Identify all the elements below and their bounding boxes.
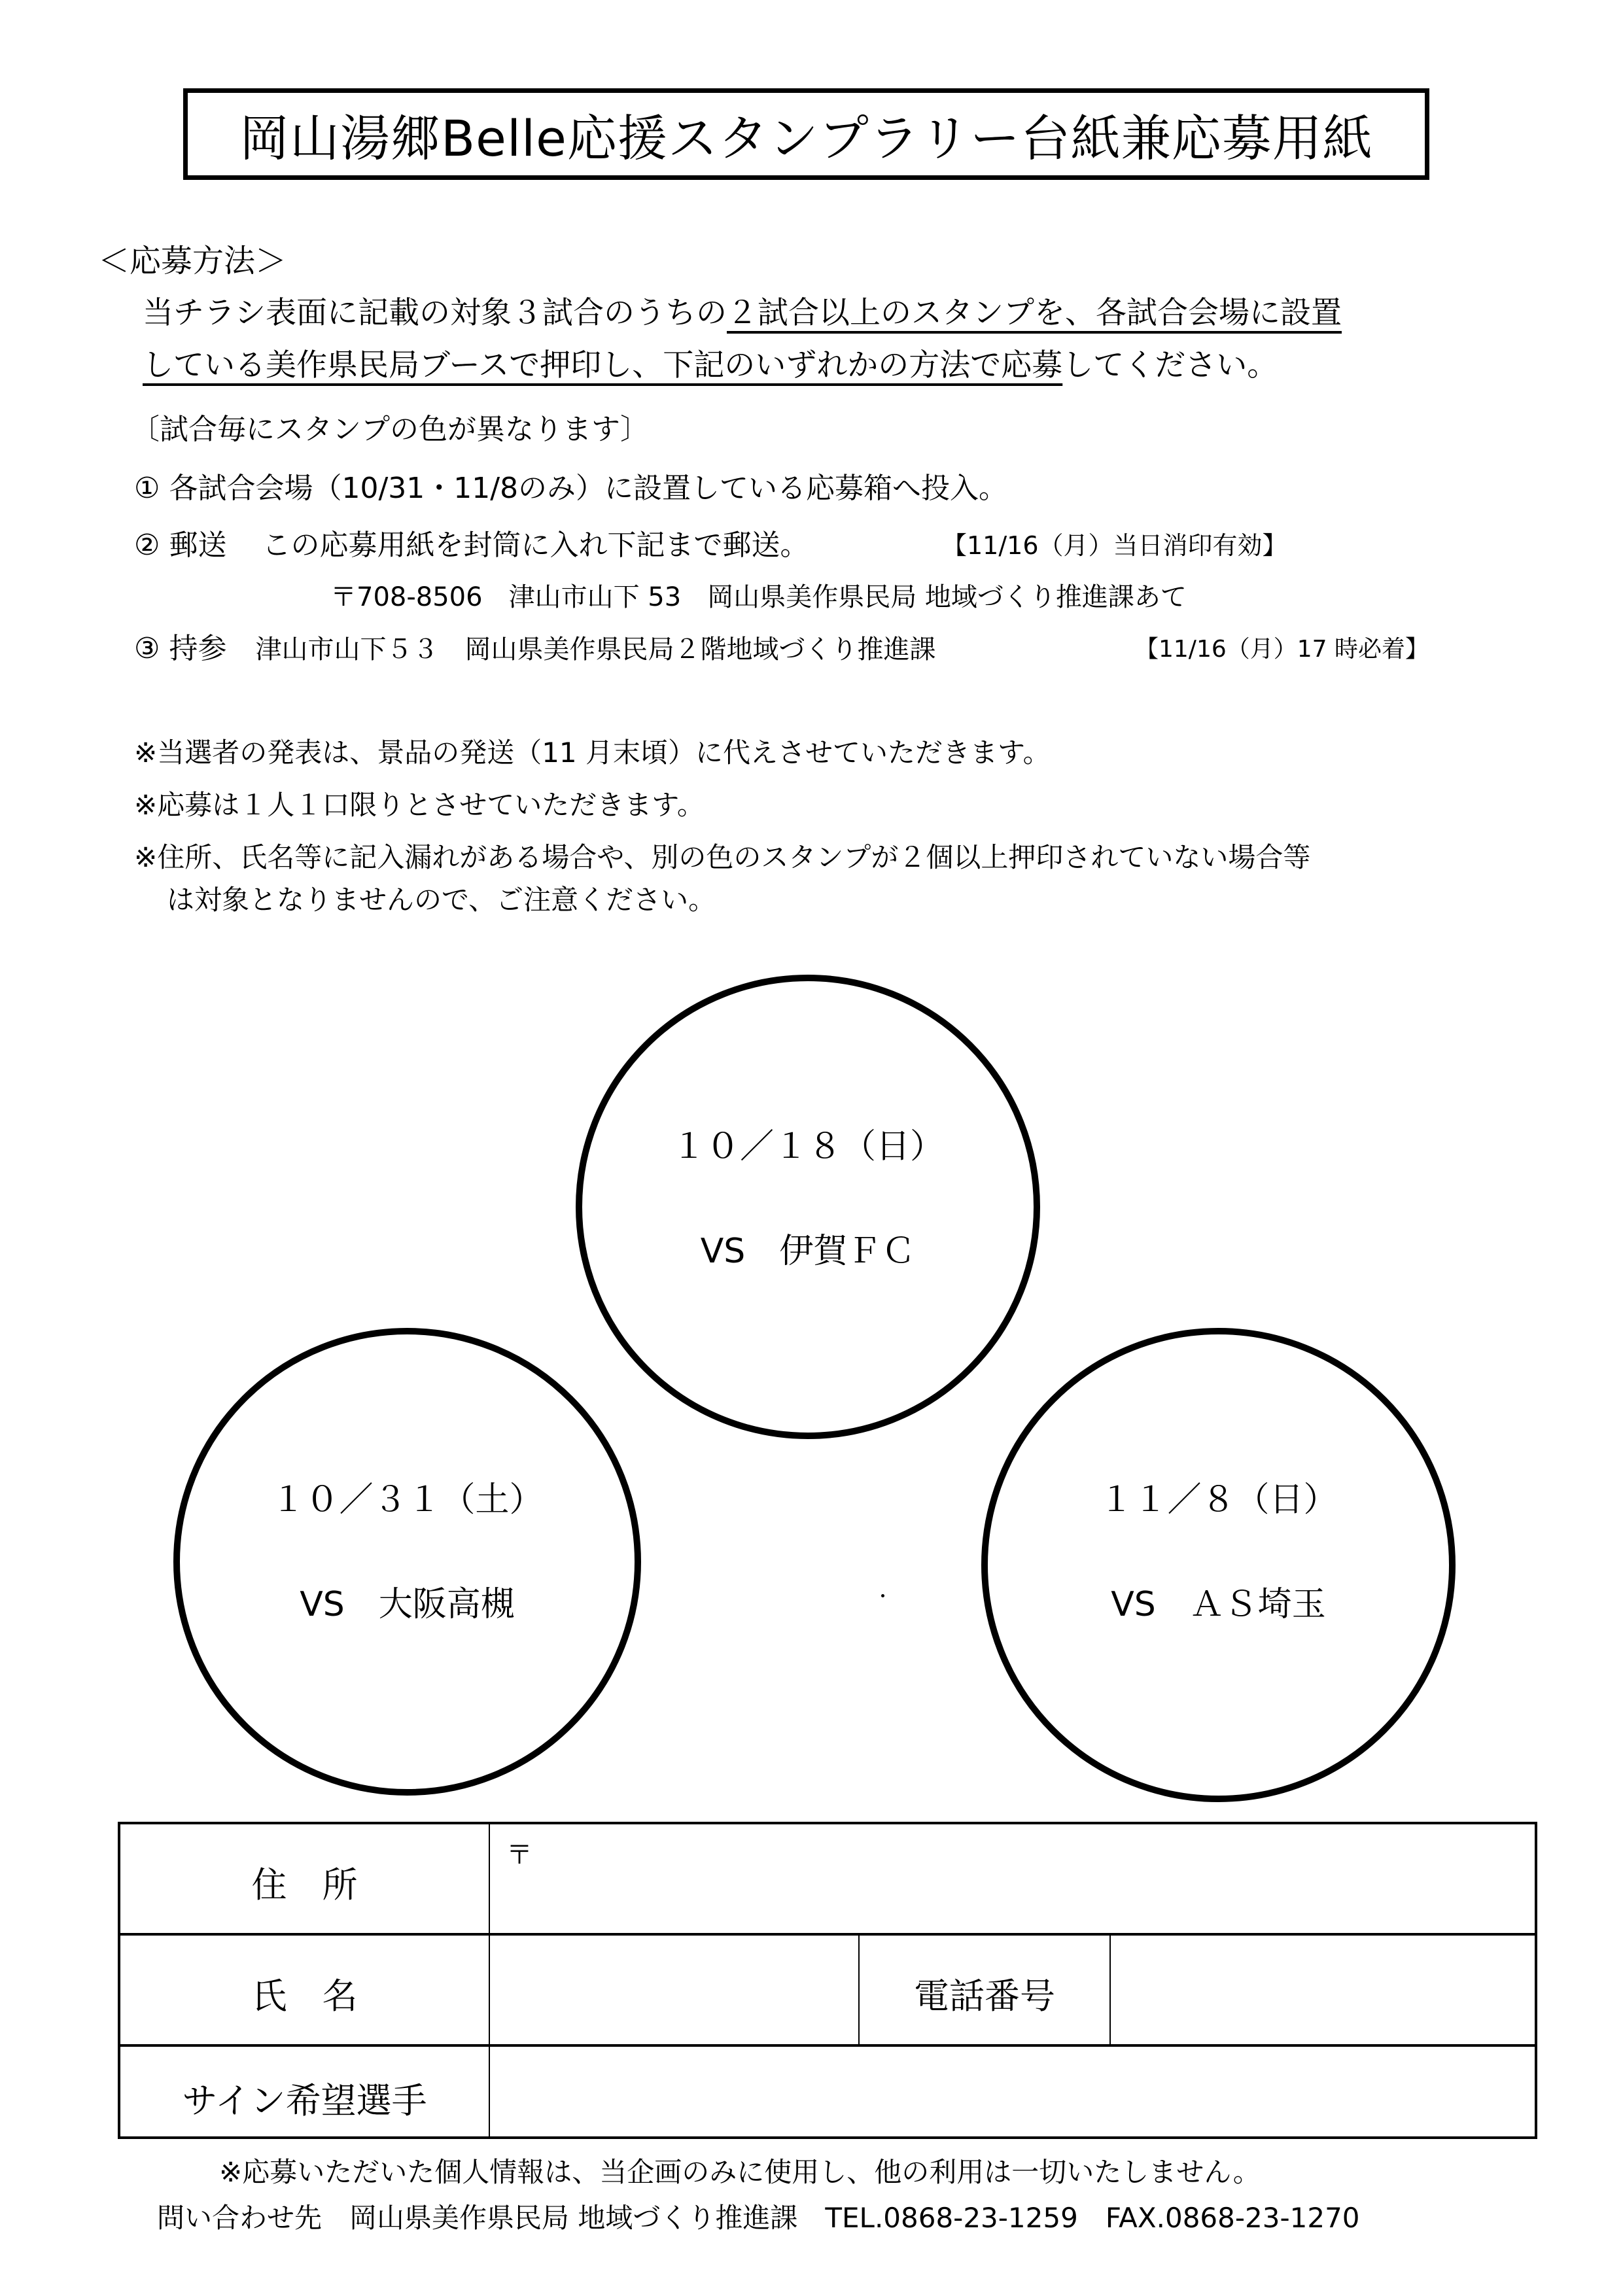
stamp-date: １０／１８（日） bbox=[671, 1127, 944, 1166]
option-2 bbox=[134, 531, 809, 560]
stamp-date: １１／８（日） bbox=[1099, 1480, 1338, 1520]
option-3-text: 津山市山下５３ 岡山県美作県民局２階地域づくり推進課 bbox=[255, 635, 936, 665]
stamp-area-1018 bbox=[576, 975, 1040, 1439]
intro-line-2 bbox=[143, 347, 1278, 383]
stamp-opponent: VS 伊賀ＦＣ bbox=[700, 1232, 916, 1271]
intro-line-1-plain: 当チラシ表面に記載の対象３試合のうちの bbox=[143, 295, 727, 331]
option-3-marker: ③ bbox=[134, 632, 160, 665]
note-1: ※当選者の発表は、景品の発送（11 月末頃）に代えさせていただきます。 bbox=[134, 737, 1051, 769]
address-label: 住 所 bbox=[251, 1864, 358, 1905]
note-2: ※応募は１人１口限りとさせていただきます。 bbox=[134, 789, 705, 821]
address-input[interactable] bbox=[506, 1834, 1527, 1929]
option-2-address: 〒708-8506 津山市山下 53 岡山県美作県民局 地域づくり推進課あて bbox=[330, 582, 1187, 612]
contact-info: 問い合わせ先 岡山県美作県民局 地域づくり推進課 TEL.0868-23-1259 FAX.0868-23-1270 bbox=[157, 2202, 1360, 2234]
note-3: ※住所、氏名等に記入漏れがある場合や、別の色のスタンプが２個以上押印されていない場合等 bbox=[134, 841, 1311, 873]
stamp-opponent: VS 大阪高槻 bbox=[300, 1585, 515, 1624]
scan-speck bbox=[881, 1594, 884, 1597]
title-box bbox=[183, 88, 1429, 180]
phone-input[interactable] bbox=[1113, 1937, 1532, 2042]
name-label: 氏 名 bbox=[251, 1975, 358, 2017]
autograph-player-input[interactable] bbox=[493, 2048, 1532, 2133]
stamp-color-note: 〔試合毎にスタンプの色が異なります〕 bbox=[131, 413, 649, 446]
option-2-text: この応募用紙を封筒に入れ下記まで郵送。 bbox=[262, 529, 809, 562]
option-3-label: 持参 bbox=[169, 632, 227, 665]
option-3 bbox=[134, 632, 936, 665]
phone-label-right-divider bbox=[1109, 1933, 1111, 2044]
option-1-marker: ① bbox=[134, 472, 160, 505]
intro-line-1-underlined: ２試合以上のスタンプを、各試合会場に設置 bbox=[727, 295, 1342, 331]
option-1-text: 各試合会場（10/31・11/8のみ）に設置している応募箱へ投入。 bbox=[169, 472, 1008, 505]
note-3-continued: は対象となりませんので、ご注意ください。 bbox=[167, 884, 716, 916]
row-divider bbox=[120, 1933, 1535, 1936]
entry-form bbox=[118, 1822, 1537, 2139]
intro-line-2-underlined: している美作県民局ブースで押印し、下記のいずれかの方法で応募 bbox=[143, 347, 1063, 383]
method-heading: ＜応募方法＞ bbox=[98, 243, 287, 279]
option-2-label: 郵送 bbox=[169, 529, 227, 562]
label-column-divider bbox=[489, 1824, 490, 2136]
page-title: 岡山湯郷Belle応援スタンプラリー台紙兼応募用紙 bbox=[239, 109, 1373, 167]
option-2-deadline: 【11/16（月）当日消印有効】 bbox=[942, 531, 1287, 560]
postal-mark: 〒 bbox=[506, 1840, 532, 1870]
intro-line-1 bbox=[143, 295, 1342, 331]
stamp-opponent: VS ＡＳ埼玉 bbox=[1111, 1585, 1326, 1624]
intro-line-2-plain: してください。 bbox=[1062, 347, 1278, 383]
privacy-note: ※応募いただいた個人情報は、当企画のみに使用し、他の利用は一切いたしません。 bbox=[219, 2156, 1261, 2188]
option-3-deadline: 【11/16（月）17 時必着】 bbox=[1135, 636, 1429, 663]
stamp-date: １０／３１（土） bbox=[271, 1480, 544, 1520]
row-divider bbox=[120, 2044, 1535, 2047]
phone-label: 電話番号 bbox=[914, 1975, 1055, 2017]
stamp-area-1108 bbox=[981, 1328, 1456, 1802]
name-input[interactable] bbox=[493, 1937, 854, 2042]
option-2-marker: ② bbox=[134, 529, 160, 562]
autograph-player-label: サイン希望選手 bbox=[182, 2080, 427, 2121]
option-1 bbox=[134, 474, 1007, 503]
stamp-area-1031 bbox=[173, 1328, 641, 1796]
